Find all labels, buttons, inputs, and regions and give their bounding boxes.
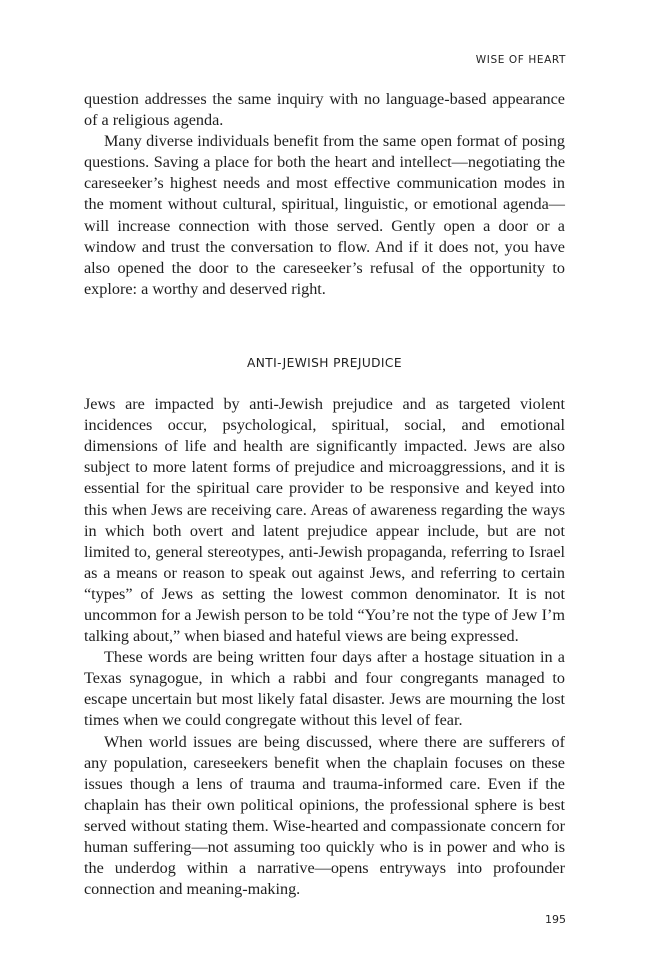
paragraph: When world issues are being discussed, where there are sufferers of any population, careseekers benefit when the chaplain focuses on these issues though a lens of trauma and trauma-informed care. Even if the chaplain has their own political opinions, the professional sphere is best served without stating them. Wise-hearted and compassionate concern for human suffering—not assuming too quickly who is in power and who is the underdog within a narrative—opens entryways into profounder connection and meaning-making. [84, 732, 565, 899]
page-body [84, 89, 565, 900]
paragraph: Many diverse individuals benefit from the same open format of posing questions. Saving a place for both the heart and intellect—negotiating the careseeker’s highest needs and most effective communication modes in the moment without cultural, spiritual, linguistic, or emotional agenda—will increase connection with those served. Gently open a door or a window and trust the conversation to flow. And if it does not, you have also opened the door to the careseeker’s refusal of the opportunity to explore: a worthy and deserved right. [84, 132, 565, 298]
section-heading: ANTI-JEWISH PREJUDICE [247, 355, 402, 370]
running-head: WISE OF HEART [475, 54, 566, 66]
paragraph: These words are being written four days after a hostage situation in a Texas synagogue, in which a rabbi and four congregants managed to escape uncertain but most likely fatal disaster. Jews are mourning the lost times when we could congregate without this level of fear. [84, 648, 565, 730]
paragraph-section-first: Jews are impacted by anti-Jewish prejudice and as targeted violent incidences occur, psychological, spiritual, social, and emotional dimensions of life and health are significantly impacted. Jews are also subject to more latent forms of prejudice and microaggressions, and it is essential for the spiritual care provider to be responsive and keyed into this when Jews are receiving care. Areas of awareness regarding the ways in which both overt and latent prejudice appear include, but are not limited to, general stereotypes, anti-Jewish propaganda, referring to Israel as a means or reason to speak out against Jews, and referring to certain “types” of Jews as setting the lowest common denominator. It is not uncommon for a Jewish person to be told “You’re not the type of Jew I’m talking about,” when biased and hateful views are being expressed. [84, 395, 565, 646]
page-number: 195 [545, 913, 566, 926]
paragraph-continued: question addresses the same inquiry with no language-based appearance of a religious agenda. [84, 90, 565, 130]
